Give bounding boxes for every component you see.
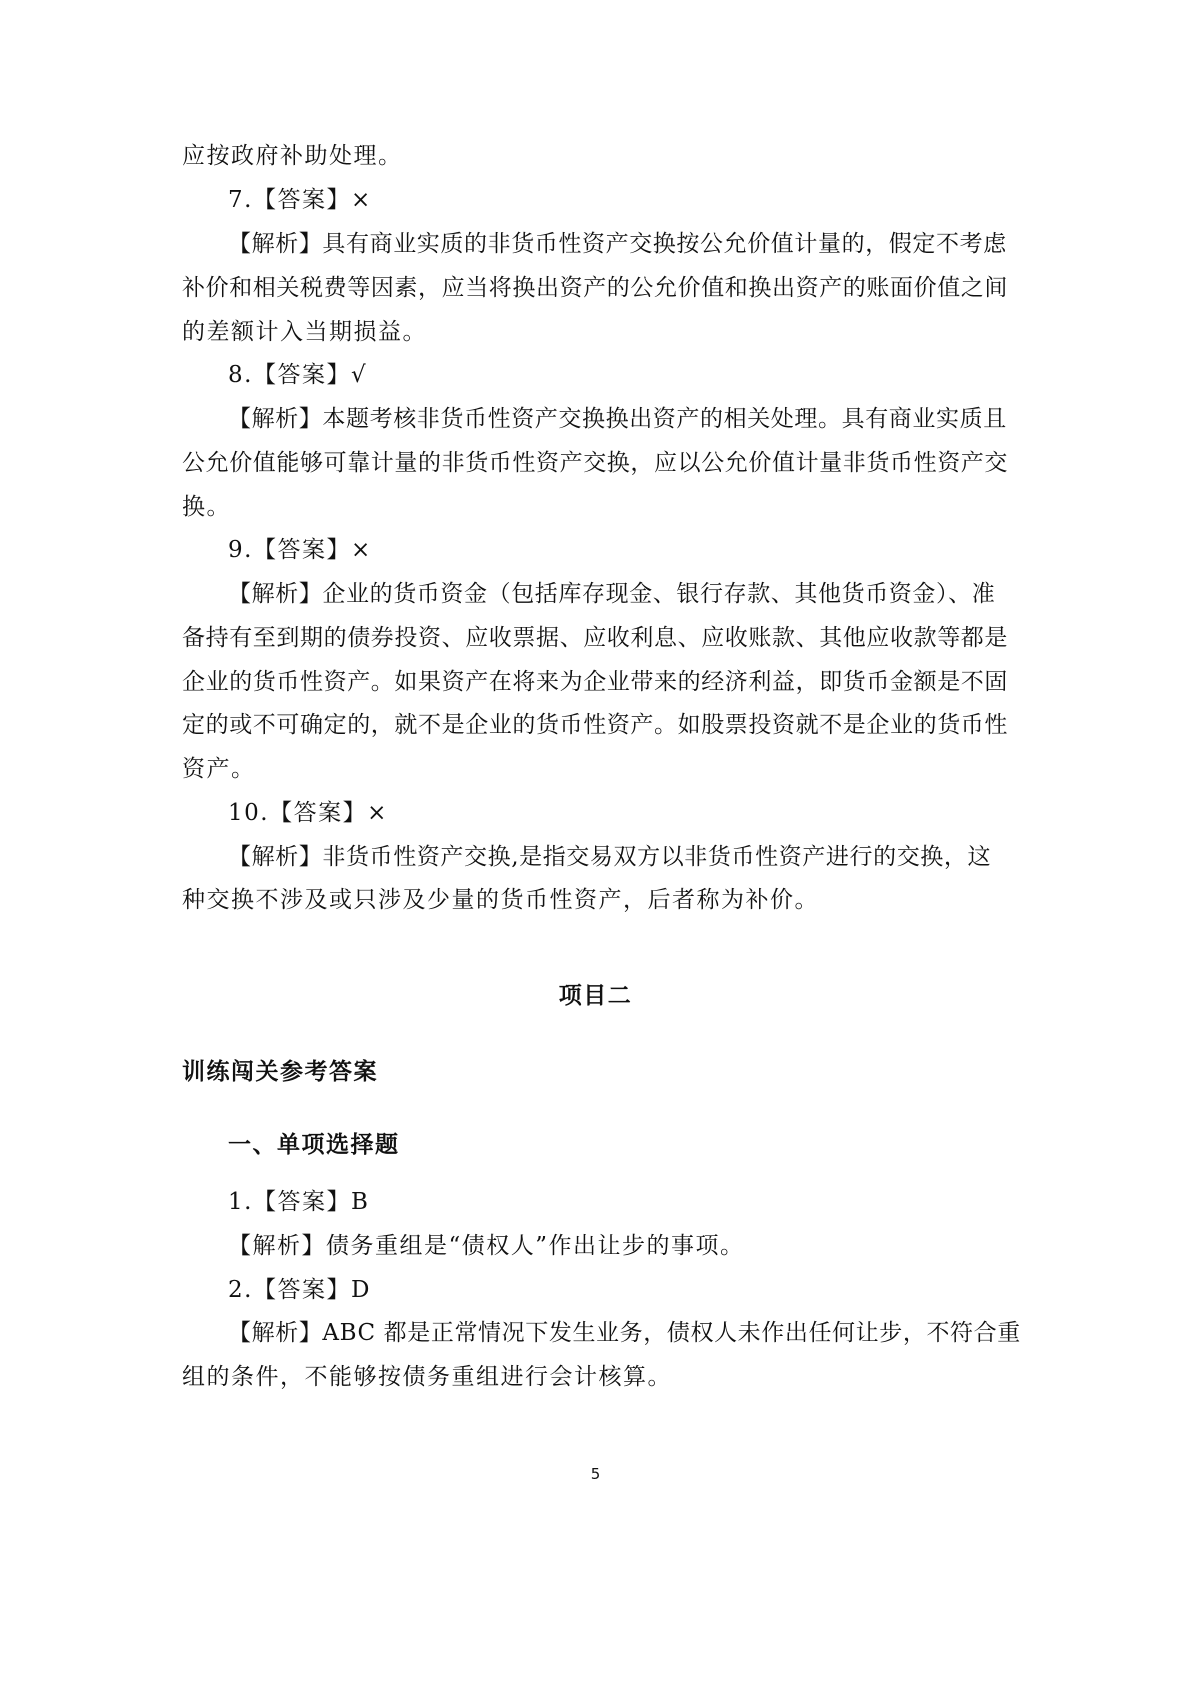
text-line: 资产。: [182, 756, 256, 782]
analysis-line: 【解析】非货币性资产交换,是指交易双方以非货币性资产进行的交换，这: [228, 844, 992, 870]
text-line: 的差额计入当期损益。: [182, 319, 427, 345]
answer-line: 8.【答案】√: [228, 362, 368, 388]
text-line: 公允价值能够可靠计量的非货币性资产交换，应以公允价值计量非货币性资产交: [182, 450, 1008, 476]
analysis-line: 【解析】本题考核非货币性资产交换换出资产的相关处理。具有商业实质且: [228, 406, 1007, 432]
text-line: 种交换不涉及或只涉及少量的货币性资产，后者称为补价。: [182, 887, 819, 913]
text-line: 定的或不可确定的，就不是企业的货币性资产。如股票投资就不是企业的货币性: [182, 712, 1008, 738]
text-line: 应按政府补助处理。: [182, 143, 403, 169]
answer-line: 7.【答案】×: [228, 187, 372, 213]
answer-line: 1.【答案】B: [228, 1189, 370, 1215]
answer-line: 2.【答案】D: [228, 1277, 371, 1303]
text-line: 组的条件，不能够按债务重组进行会计核算。: [182, 1364, 672, 1390]
text-line: 补价和相关税费等因素，应当将换出资产的公允价值和换出资产的账面价值之间: [182, 275, 1008, 301]
answer-line: 10.【答案】×: [228, 800, 388, 826]
analysis-line: 【解析】债务重组是“债权人”作出让步的事项。: [228, 1233, 745, 1259]
page-number: 5: [590, 1465, 601, 1483]
question-type-heading: 一、单项选择题: [228, 1132, 400, 1158]
analysis-line: 【解析】ABC 都是正常情况下发生业务，债权人未作出任何让步，不符合重: [228, 1320, 1021, 1346]
analysis-line: 【解析】具有商业实质的非货币性资产交换按公允价值计量的，假定不考虑: [228, 231, 1007, 257]
text-line: 企业的货币性资产。如果资产在将来为企业带来的经济利益，即货币金额是不固: [182, 669, 1008, 695]
answer-line: 9.【答案】×: [228, 537, 372, 563]
text-line: 备持有至到期的债券投资、应收票据、应收利息、应收账款、其他应收款等都是: [182, 625, 1008, 651]
section-heading: 项目二: [558, 983, 633, 1009]
subsection-heading: 训练闯关参考答案: [182, 1059, 378, 1085]
text-line: 换。: [182, 494, 231, 520]
analysis-line: 【解析】企业的货币资金（包括库存现金、银行存款、其他货币资金）、准: [228, 581, 996, 607]
